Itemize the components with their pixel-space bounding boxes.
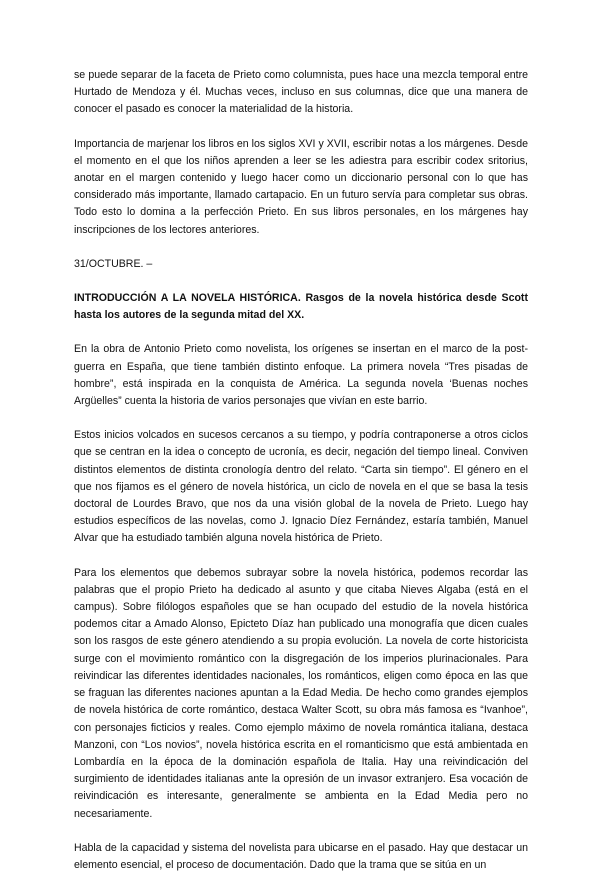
paragraph-prieto-columnista: se puede separar de la faceta de Prieto como columnista, pues hace una mezcla temporal entre Hurtado de Mendoza y él. Muchas veces, incluso en sus columnas, dice que una manera de conocer el pasado es conocer la materialidad de la historia. — [74, 69, 528, 116]
paragraph-ucronia: Estos inicios volcados en sucesos cercanos a su tiempo, y podría contraponerse a otros ciclos que se centran en la idea o concepto de ucronía, es decir, negación del tiempo lineal. Conviven distintos elementos de distinta cronología dentro del relato. “Carta sin tiempo”. El género en el que nos fijamos es el género de novela histórica, un ciclo de novela en el que se basa la tesis doctoral de Lourdes Bravo, que nos da una visión global de la novela de Prieto. Luego hay estudios específicos de las novelas, como J. Ignacio Díez Fernández, estaría también, Manuel Alvar que ha estudiado también alguna novela histórica de Prieto. — [74, 429, 528, 545]
paragraph-origenes: En la obra de Antonio Prieto como novelista, los orígenes se insertan en el marco de la post-guerra en España, que tiene también distinto enfoque. La primera novela “Tres pisadas de hombre”, está inspirada en la conquista de América. La segunda novela ‘Buenas noches Argüelles” cuenta la historia de varios personajes que vivían en este barrio. — [74, 343, 528, 408]
section-heading: INTRODUCCIÓN A LA NOVELA HISTÓRICA. Rasgos de la novela histórica desde Scott hasta los autores de la segunda mitad del XX. — [74, 292, 528, 322]
document-body — [74, 67, 528, 891]
paragraph-documentacion: Habla de la capacidad y sistema del novelista para ubicarse en el pasado. Hay que destacar un elemento esencial, el proceso de documentación. Dado que la trama que se sitúa en un — [74, 841, 528, 871]
date-heading: 31/OCTUBRE. – — [74, 257, 153, 270]
paragraph-novela-historica: Para los elementos que debemos subrayar sobre la novela histórica, podemos recordar las palabras que el propio Prieto ha dedicado al asunto y que citaba Nieves Algaba (está en el campus). Sobre filólogos españoles que se han ocupado del estudio de la novela histórica podemos citar a Amado Alonso, Epicteto Díaz han publicado una monografía que dicen cuales son los rasgos de este género atendiendo a su propia evolución. La novela de corte historicista surge con el movimiento romántico con la disgregación de los imperios plurinacionales. Para reivindicar las diferentes identidades nacionales, los románticos, eligen como época en las que se fraguan las diferentes naciones apuntan a la Edad Media. De hecho como grandes ejemplos de novela histórica de corte romántico, destaca Walter Scott, su obra más famosa es “Ivanhoe”, con personajes ficticios y reales. Como ejemplo máximo de novela romántica italiana, destaca Manzoni, con “Los novios”, novela histórica escrita en el romanticismo que está ambientada en Lombardía en la época de la dominación española de Italia. Hay una reivindicación del surgimiento de identidades italianas ante la opresión de un invasor extranjero. Esa vocación de reivindicación es interesante, generalmente se ambienta en la Edad Media pero no necesariamente. — [74, 566, 528, 820]
paragraph-marginalia: Importancia de marjenar los libros en los siglos XVI y XVII, escribir notas a los márgenes. Desde el momento en el que los niños aprenden a leer se les adiestra para escribir codex sritorius, anotar en el margen contenido y luego hacer como un diccionario personal con lo que has considerado más importante, llamado cartapacio. En un futuro servía para completar sus obras. Todo esto lo domina a la perfección Prieto. En sus libros personales, en los márgenes hay inscripciones de los lectores anteriores. — [74, 137, 528, 236]
